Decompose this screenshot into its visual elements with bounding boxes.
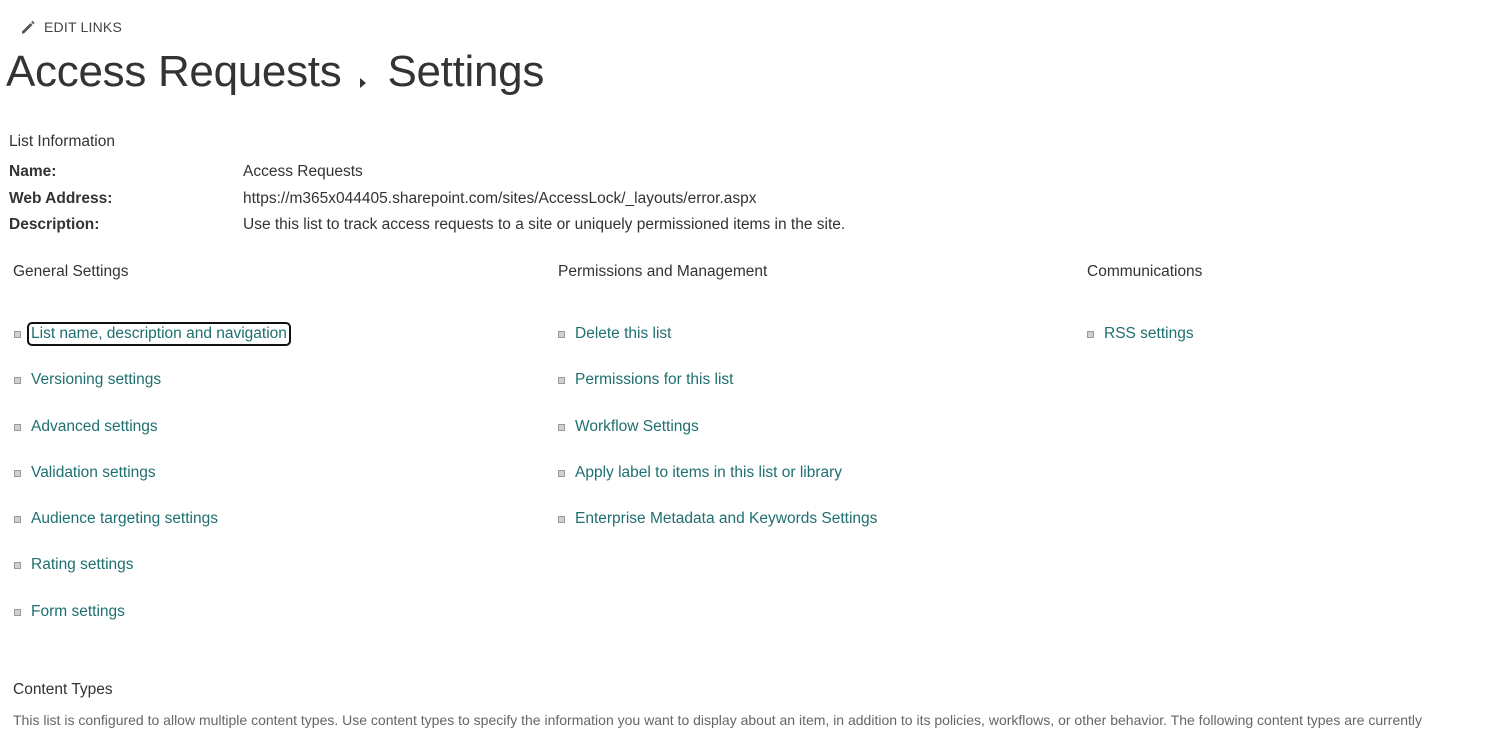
list-name-description-navigation-link[interactable]: List name, description and navigation	[31, 325, 287, 342]
form-settings-link[interactable]: Form settings	[31, 603, 125, 620]
web-address-label: Web Address:	[9, 190, 113, 207]
name-label: Name:	[9, 163, 57, 180]
triangle-right-icon	[359, 50, 367, 100]
apply-label-link[interactable]: Apply label to items in this list or library	[575, 464, 843, 481]
edit-links-button[interactable]	[20, 19, 122, 35]
pencil-icon	[20, 19, 36, 35]
audience-targeting-settings-link[interactable]: Audience targeting settings	[31, 510, 218, 527]
bullet-icon	[14, 516, 21, 523]
general-list-item	[14, 370, 163, 390]
delete-this-list-link[interactable]: Delete this list	[575, 325, 672, 342]
communications-heading: Communications	[1087, 263, 1203, 280]
content-types-description: This list is configured to allow multiple content types. Use content types to specify the information you want to display about an item, in addition to its policies, workflows, or other behavior. The following content types are currently	[13, 712, 1423, 728]
enterprise-metadata-keywords-link[interactable]: Enterprise Metadata and Keywords Settings	[575, 510, 878, 527]
web-address-value: https://m365x044405.sharepoint.com/sites/AccessLock/_layouts/error.aspx	[243, 190, 757, 207]
bullet-icon	[558, 377, 565, 384]
general-settings-heading: General Settings	[13, 263, 129, 280]
general-list-item	[14, 602, 127, 622]
workflow-settings-link[interactable]: Workflow Settings	[575, 418, 699, 435]
permissions-list-item	[558, 324, 673, 344]
page-title	[6, 44, 544, 100]
bullet-icon	[14, 331, 21, 338]
permissions-for-this-list-link[interactable]: Permissions for this list	[575, 371, 734, 388]
permissions-management-heading: Permissions and Management	[558, 263, 768, 280]
rss-settings-link[interactable]: RSS settings	[1104, 325, 1194, 342]
general-list-item	[14, 509, 220, 529]
content-types-heading: Content Types	[13, 681, 113, 698]
permissions-list-item	[558, 463, 844, 483]
edit-links-label: EDIT LINKS	[44, 19, 122, 35]
bullet-icon	[14, 377, 21, 384]
list-information-heading: List Information	[9, 133, 115, 150]
communications-list-item	[1087, 324, 1196, 344]
advanced-settings-link[interactable]: Advanced settings	[31, 418, 158, 435]
permissions-list-item	[558, 417, 701, 437]
general-list-item	[14, 555, 136, 575]
bullet-icon	[14, 470, 21, 477]
bullet-icon	[1087, 331, 1094, 338]
bullet-icon	[14, 609, 21, 616]
permissions-list-item	[558, 509, 879, 529]
validation-settings-link[interactable]: Validation settings	[31, 464, 156, 481]
bullet-icon	[558, 470, 565, 477]
breadcrumb-parent-link[interactable]: Access Requests	[6, 47, 342, 96]
name-value: Access Requests	[243, 163, 363, 180]
general-list-item	[14, 417, 160, 437]
description-label: Description:	[9, 216, 100, 233]
breadcrumb-current: Settings	[387, 47, 545, 96]
rating-settings-link[interactable]: Rating settings	[31, 556, 134, 573]
general-list-item	[14, 324, 289, 344]
bullet-icon	[558, 331, 565, 338]
bullet-icon	[558, 424, 565, 431]
description-value: Use this list to track access requests to a site or uniquely permissioned items in the site.	[243, 216, 846, 233]
bullet-icon	[14, 562, 21, 569]
bullet-icon	[558, 516, 565, 523]
bullet-icon	[14, 424, 21, 431]
permissions-list-item	[558, 370, 735, 390]
general-list-item	[14, 463, 158, 483]
versioning-settings-link[interactable]: Versioning settings	[31, 371, 162, 388]
